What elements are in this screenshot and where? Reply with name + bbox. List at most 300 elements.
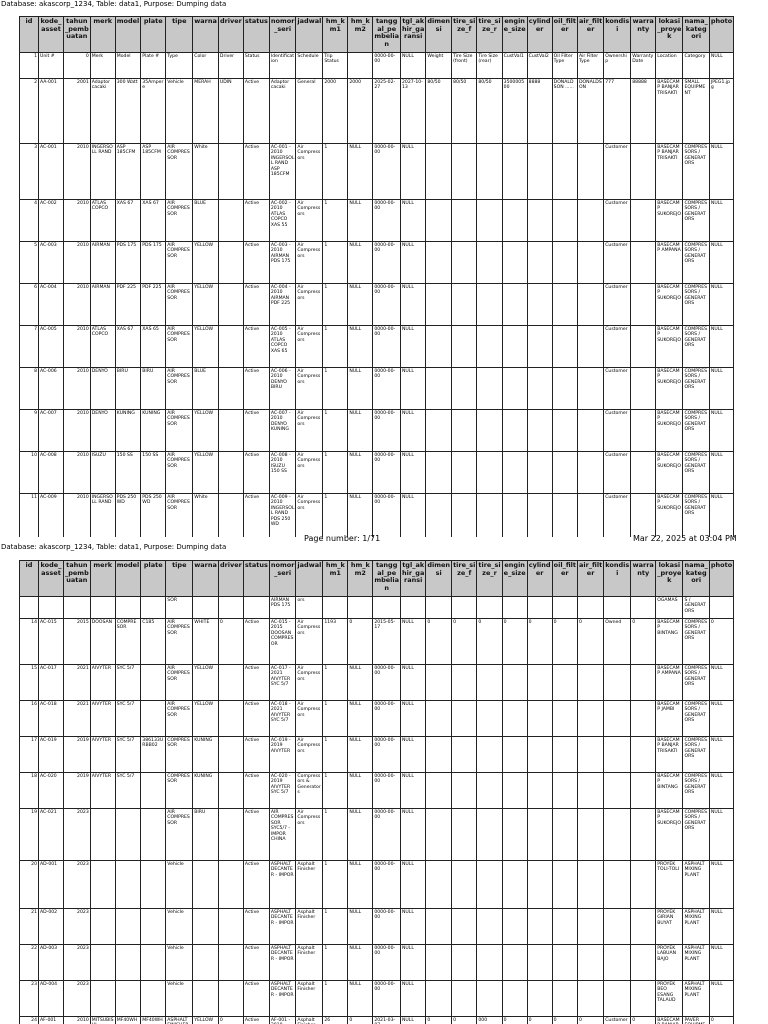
cell-jadwal: Asphalt Finisher xyxy=(296,861,323,909)
cell-photo: NULL xyxy=(709,284,733,326)
cell-id: 15 xyxy=(20,665,39,701)
cell-hm-km2: NULL xyxy=(348,861,373,909)
cell-hm-km2: NULL xyxy=(348,284,373,326)
cell-tire-size-f xyxy=(452,981,477,1017)
cell-lokasi-proyek: PROYEK GIRIAN BUYAT xyxy=(656,909,683,945)
cell-dimensi: 0 xyxy=(426,1017,452,1024)
cell-model xyxy=(115,597,141,619)
cell-lokasi-proyek: Location xyxy=(656,53,683,79)
cell-cylinder xyxy=(527,410,552,452)
cell-hm-km2: 0 xyxy=(348,619,373,665)
cell-tahun-pembuatan: 2015 xyxy=(64,619,91,665)
cell-oil-filter xyxy=(552,909,577,945)
cell-kondisi xyxy=(604,945,631,981)
table-viewport xyxy=(0,560,768,1024)
cell-tire-size-r: 000 xyxy=(477,1017,502,1024)
cell-dimensi xyxy=(426,410,452,452)
cell-hm-km2: NULL xyxy=(348,326,373,368)
cell-hm-km1: 1 xyxy=(323,368,348,410)
cell-jadwal: Air Compressors xyxy=(296,410,323,452)
cell-dimensi: 80/50 xyxy=(426,79,452,144)
cell-tanggal-pembelian: 0000-00-00 xyxy=(373,494,401,538)
cell-status: Active xyxy=(243,809,269,861)
cell-tgl-akhir-garansi: NULL xyxy=(401,53,426,79)
cell-dimensi xyxy=(426,773,452,809)
cell-tahun-pembuatan: 2023 xyxy=(64,981,91,1017)
cell-warna: BLUE xyxy=(193,200,219,242)
cell-hm-km2: NULL xyxy=(348,494,373,538)
cell-tahun-pembuatan: 2010 xyxy=(64,242,91,284)
cell-tgl-akhir-garansi: NULL xyxy=(401,701,426,737)
cell-merk: INGERSOLL RAND xyxy=(90,494,115,538)
cell-warranty xyxy=(631,452,656,494)
cell-oil-filter xyxy=(552,945,577,981)
cell-hm-km1: 1 xyxy=(323,200,348,242)
cell-warranty xyxy=(631,981,656,1017)
cell-tire-size-r xyxy=(477,368,502,410)
cell-nama-kategori: ASPHALT MIXING PLANT xyxy=(683,981,709,1017)
cell-tahun-pembuatan: 0 xyxy=(64,53,91,79)
cell-tanggal-pembelian: 0000-00-00 xyxy=(373,200,401,242)
column-header-lokasi-proyek: lokasi _proye k xyxy=(656,561,683,597)
cell-dimensi xyxy=(426,452,452,494)
cell-driver xyxy=(218,410,243,452)
table-row xyxy=(20,410,734,452)
cell-id: 8 xyxy=(20,368,39,410)
cell-nomor-seri: ASPHALT DECANTER - IMPOR xyxy=(269,945,296,981)
cell-merk xyxy=(90,809,115,861)
cell-nama-kategori: COMPRESSORS / GENERATORS xyxy=(683,619,709,665)
column-header-hm-km1: hm_k m1 xyxy=(323,17,348,53)
cell-kode-asset: AC-005 xyxy=(39,326,64,368)
cell-id xyxy=(20,597,39,619)
cell-merk: DOOSAN xyxy=(90,619,115,665)
cell-photo: JPEG1.jpg xyxy=(709,79,733,144)
cell-air-filter: DONALDSON xyxy=(577,79,603,144)
cell-oil-filter xyxy=(552,326,577,368)
cell-photo: NULL xyxy=(709,909,733,945)
cell-tgl-akhir-garansi: NULL xyxy=(401,200,426,242)
cell-tgl-akhir-garansi: NULL xyxy=(401,368,426,410)
cell-model: 300 Watt xyxy=(115,79,141,144)
cell-id: 17 xyxy=(20,737,39,773)
cell-lokasi-proyek: BASECAMP AMPANA xyxy=(656,665,683,701)
cell-photo: NULL xyxy=(709,981,733,1017)
cell-engine-size xyxy=(502,284,527,326)
cell-id: 18 xyxy=(20,773,39,809)
cell-nama-kategori: COMPRESSORS / GENERATORS xyxy=(683,326,709,368)
cell-engine-size: 350000500 xyxy=(502,79,527,144)
cell-air-filter xyxy=(577,242,603,284)
cell-tanggal-pembelian: 0000-00-00 xyxy=(373,809,401,861)
column-header-nama-kategori: nama_ kateg ori xyxy=(683,17,709,53)
cell-tgl-akhir-garansi: NULL xyxy=(401,909,426,945)
cell-nama-kategori: COMPRESSORS / GENERATORS xyxy=(683,242,709,284)
cell-tire-size-f: 0 xyxy=(452,1017,477,1024)
column-header-kode-asset: kode_ asset xyxy=(39,17,64,53)
cell-warranty: 0 xyxy=(631,619,656,665)
page-number: Page number: 1/71 xyxy=(304,534,381,543)
cell-air-filter: 0 xyxy=(577,1017,603,1024)
cell-tire-size-r: Tire Size (rear) xyxy=(477,53,502,79)
column-header-id: id xyxy=(20,17,39,53)
cell-kode-asset: AC-004 xyxy=(39,284,64,326)
cell-tipe: Vehicle xyxy=(166,861,193,909)
cell-merk: DENYO xyxy=(90,368,115,410)
cell-lokasi-proyek: BASECAMP BINTANG xyxy=(656,619,683,665)
cell-tgl-akhir-garansi: NULL xyxy=(401,981,426,1017)
cell-kode-asset: AF-001 xyxy=(39,1017,64,1024)
cell-cylinder xyxy=(527,597,552,619)
cell-kondisi: Customer xyxy=(604,452,631,494)
column-header-oil-filter: oil_filt er xyxy=(552,561,577,597)
cell-tgl-akhir-garansi: NULL xyxy=(401,1017,426,1024)
cell-engine-size xyxy=(502,200,527,242)
cell-driver xyxy=(218,242,243,284)
cell-hm-km1: 1 xyxy=(323,861,348,909)
cell-tanggal-pembelian: 0000-00-00 xyxy=(373,452,401,494)
cell-kode-asset: AC-009 xyxy=(39,494,64,538)
cell-engine-size xyxy=(502,494,527,538)
cell-tire-size-f xyxy=(452,494,477,538)
cell-air-filter xyxy=(577,945,603,981)
cell-merk: AIVYTER xyxy=(90,737,115,773)
cell-nomor-seri: AC-008 - 2010 ISUZU 150 SS xyxy=(269,452,296,494)
column-header-nama-kategori: nama_ kateg ori xyxy=(683,561,709,597)
cell-warranty xyxy=(631,368,656,410)
cell-cylinder: 8888 xyxy=(527,79,552,144)
cell-tire-size-r: 0 xyxy=(477,619,502,665)
page-header: Database: akascorp_1234, Table: data1, Purpose: Dumping data xyxy=(1,543,227,551)
column-header-warranty: warra nty xyxy=(631,561,656,597)
cell-hm-km2: NULL xyxy=(348,773,373,809)
table-row xyxy=(20,452,734,494)
cell-dimensi: Weight xyxy=(426,53,452,79)
cell-engine-size xyxy=(502,981,527,1017)
cell-kondisi xyxy=(604,773,631,809)
cell-merk: Merk xyxy=(90,53,115,79)
cell-engine-size xyxy=(502,945,527,981)
cell-kode-asset: AC-017 xyxy=(39,665,64,701)
cell-tire-size-f: 80/50 xyxy=(452,79,477,144)
cell-cylinder: 0 xyxy=(527,619,552,665)
cell-lokasi-proyek: BASECAMP BANJAR TRISAKTI xyxy=(656,144,683,200)
cell-driver xyxy=(218,597,243,619)
cell-plate: XAS 67 xyxy=(141,200,166,242)
cell-engine-size xyxy=(502,701,527,737)
cell-tire-size-f: 0 xyxy=(452,619,477,665)
cell-air-filter xyxy=(577,326,603,368)
cell-hm-km1: 1 xyxy=(323,326,348,368)
cell-merk xyxy=(90,981,115,1017)
cell-warranty xyxy=(631,200,656,242)
cell-hm-km1 xyxy=(323,597,348,619)
cell-tgl-akhir-garansi: NULL xyxy=(401,326,426,368)
cell-nomor-seri: Identification xyxy=(269,53,296,79)
cell-jadwal: Asphalt xyxy=(296,1017,323,1024)
cell-tanggal-pembelian: 0000-00-00 xyxy=(373,144,401,200)
cell-air-filter xyxy=(577,665,603,701)
cell-hm-km2: NULL xyxy=(348,242,373,284)
cell-nomor-seri: AC-002 - 2010 ATLAS COPCO XAS 55 xyxy=(269,200,296,242)
cell-warna: YELLOW xyxy=(193,410,219,452)
cell-kondisi xyxy=(604,737,631,773)
cell-oil-filter xyxy=(552,597,577,619)
cell-warna: YELLOW xyxy=(193,284,219,326)
cell-dimensi xyxy=(426,945,452,981)
cell-tire-size-f xyxy=(452,144,477,200)
cell-tire-size-f xyxy=(452,452,477,494)
cell-nomor-seri: AC-019 - 2019 AIVYTER xyxy=(269,737,296,773)
cell-id: 23 xyxy=(20,981,39,1017)
cell-hm-km1: 26 xyxy=(323,1017,348,1024)
cell-status: Active xyxy=(243,368,269,410)
cell-kode-asset: AC-020 xyxy=(39,773,64,809)
cell-jadwal: Asphalt Finisher xyxy=(296,981,323,1017)
cell-nama-kategori: COMPRESSORS / GENERATORS xyxy=(683,200,709,242)
cell-tire-size-r xyxy=(477,326,502,368)
cell-tgl-akhir-garansi: NULL xyxy=(401,284,426,326)
cell-photo: NULL xyxy=(709,53,733,79)
cell-cylinder xyxy=(527,284,552,326)
cell-jadwal: Schedule xyxy=(296,53,323,79)
cell-plate: MF40WH xyxy=(141,1017,166,1024)
cell-nama-kategori: COMPRESSORS / GENERATORS xyxy=(683,809,709,861)
cell-tipe: AIR COMPRESSOR xyxy=(166,200,193,242)
cell-nomor-seri: ASPHALT DECANTER - IMPOR xyxy=(269,909,296,945)
cell-nomor-seri: AC-003 - 2010 AIRMAN PDS 175 xyxy=(269,242,296,284)
cell-status: Active xyxy=(243,79,269,144)
column-header-photo: photo xyxy=(709,561,733,597)
cell-dimensi xyxy=(426,909,452,945)
cell-kondisi xyxy=(604,665,631,701)
cell-dimensi xyxy=(426,701,452,737)
cell-kode-asset: AD-004 xyxy=(39,981,64,1017)
cell-nama-kategori: COMPRESSORS / GENERATORS xyxy=(683,773,709,809)
column-header-nomor-seri: nomor _seri xyxy=(269,561,296,597)
cell-engine-size xyxy=(502,597,527,619)
cell-photo: NULL xyxy=(709,410,733,452)
cell-status: Active xyxy=(243,144,269,200)
cell-model: 150 SS xyxy=(115,452,141,494)
cell-warranty xyxy=(631,144,656,200)
cell-tipe: AIR COMPRESSOR xyxy=(166,809,193,861)
cell-tipe: COMPRESSOR xyxy=(166,773,193,809)
cell-id: 24 xyxy=(20,1017,39,1024)
cell-warna: Color xyxy=(193,53,219,79)
cell-hm-km1: 1 xyxy=(323,773,348,809)
cell-hm-km1: 1 xyxy=(323,284,348,326)
cell-kondisi: Customer xyxy=(604,144,631,200)
cell-driver xyxy=(218,909,243,945)
cell-tire-size-f xyxy=(452,909,477,945)
cell-tire-size-r xyxy=(477,410,502,452)
cell-driver xyxy=(218,144,243,200)
cell-warranty xyxy=(631,242,656,284)
cell-lokasi-proyek: BASECAMP BINTANG xyxy=(656,773,683,809)
cell-status: Active xyxy=(243,200,269,242)
cell-tanggal-pembelian: 0000-00-00 xyxy=(373,53,401,79)
cell-tanggal-pembelian: 2015-05-17 xyxy=(373,619,401,665)
cell-warna: White xyxy=(193,494,219,538)
cell-cylinder xyxy=(527,945,552,981)
cell-tahun-pembuatan xyxy=(64,597,91,619)
cell-tanggal-pembelian: 0000-00-00 xyxy=(373,737,401,773)
cell-engine-size xyxy=(502,809,527,861)
cell-tgl-akhir-garansi xyxy=(401,597,426,619)
column-header-hm-km2: hm_k m2 xyxy=(348,561,373,597)
table-row xyxy=(20,909,734,945)
cell-tahun-pembuatan: 2019 xyxy=(64,773,91,809)
cell-plate xyxy=(141,945,166,981)
cell-oil-filter: 0 xyxy=(552,1017,577,1024)
cell-tgl-akhir-garansi: NULL xyxy=(401,494,426,538)
cell-jadwal: Air Compressors xyxy=(296,144,323,200)
cell-nomor-seri: AC-007 - 2010 DENYO KUNING xyxy=(269,410,296,452)
cell-model: Model xyxy=(115,53,141,79)
cell-engine-size xyxy=(502,737,527,773)
cell-merk: Adaptor cacaki xyxy=(90,79,115,144)
cell-nama-kategori: ASPHALT MIXING PLANT xyxy=(683,861,709,909)
column-header-hm-km2: hm_k m2 xyxy=(348,17,373,53)
cell-cylinder xyxy=(527,665,552,701)
cell-tipe: Type xyxy=(166,53,193,79)
cell-kondisi: Owned xyxy=(604,619,631,665)
column-header-lokasi-proyek: lokasi _proye k xyxy=(656,17,683,53)
cell-nama-kategori: Category xyxy=(683,53,709,79)
cell-kondisi xyxy=(604,701,631,737)
cell-hm-km2: NULL xyxy=(348,809,373,861)
cell-tipe: SOR xyxy=(166,597,193,619)
cell-hm-km1: 1 xyxy=(323,410,348,452)
column-header-driver: driver xyxy=(218,17,243,53)
cell-cylinder xyxy=(527,809,552,861)
cell-merk: INGERSOLL RAND xyxy=(90,144,115,200)
page-header: Database: akascorp_1234, Table: data1, Purpose: Dumping data xyxy=(1,0,227,8)
column-header-kondisi: kondis i xyxy=(604,17,631,53)
cell-model: PDS 175 xyxy=(115,242,141,284)
cell-lokasi-proyek: BASECAMP SUKOREJO xyxy=(656,284,683,326)
cell-tanggal-pembelian: 0000-00-00 xyxy=(373,981,401,1017)
cell-merk: AIVYTER xyxy=(90,773,115,809)
cell-model: SYC 5/7 xyxy=(115,737,141,773)
cell-tire-size-r xyxy=(477,809,502,861)
cell-dimensi xyxy=(426,326,452,368)
cell-plate: BIRU xyxy=(141,368,166,410)
column-header-tire-size-r: tire_si ze_r xyxy=(477,17,502,53)
column-header-cylinder: cylind er xyxy=(527,17,552,53)
cell-hm-km2: NULL xyxy=(348,945,373,981)
cell-air-filter xyxy=(577,452,603,494)
cell-cylinder xyxy=(527,368,552,410)
cell-engine-size xyxy=(502,665,527,701)
cell-engine-size xyxy=(502,368,527,410)
column-header-jadwal: jadwal xyxy=(296,561,323,597)
cell-tgl-akhir-garansi: NULL xyxy=(401,144,426,200)
cell-air-filter xyxy=(577,200,603,242)
column-header-air-filter: air_filt er xyxy=(577,17,603,53)
cell-kode-asset: AC-007 xyxy=(39,410,64,452)
column-header-dimensi: dimen si xyxy=(426,17,452,53)
cell-lokasi-proyek: BASECAMP SUKOREJO xyxy=(656,326,683,368)
cell-nomor-seri: AC-006 - 2010 DENYO BIRU xyxy=(269,368,296,410)
cell-nama-kategori: COMPRESSORS / GENERATORS xyxy=(683,144,709,200)
cell-nomor-seri: AIRMAN PDS 175 xyxy=(269,597,296,619)
cell-plate: 35Ampere xyxy=(141,79,166,144)
cell-photo: NULL xyxy=(709,701,733,737)
cell-dimensi xyxy=(426,665,452,701)
cell-air-filter xyxy=(577,144,603,200)
cell-hm-km2: NULL xyxy=(348,144,373,200)
cell-warranty xyxy=(631,773,656,809)
cell-dimensi xyxy=(426,737,452,773)
cell-air-filter xyxy=(577,701,603,737)
cell-id: 4 xyxy=(20,200,39,242)
cell-model: XAS 67 xyxy=(115,200,141,242)
cell-photo: NULL xyxy=(709,144,733,200)
cell-status: Active xyxy=(243,1017,269,1024)
cell-id: 20 xyxy=(20,861,39,909)
cell-hm-km2: NULL xyxy=(348,737,373,773)
cell-warna: YELLOW xyxy=(193,326,219,368)
cell-model: PDS 250 WD xyxy=(115,494,141,538)
cell-warranty xyxy=(631,809,656,861)
cell-lokasi-proyek: BASECAMP SUKOREJO xyxy=(656,494,683,538)
cell-cylinder xyxy=(527,981,552,1017)
cell-dimensi xyxy=(426,597,452,619)
cell-driver xyxy=(218,284,243,326)
cell-status: Active xyxy=(243,326,269,368)
cell-hm-km2 xyxy=(348,597,373,619)
cell-plate: PDS 175 xyxy=(141,242,166,284)
cell-kode-asset: Unit # xyxy=(39,53,64,79)
cell-hm-km2: NULL xyxy=(348,452,373,494)
cell-engine-size xyxy=(502,909,527,945)
cell-hm-km1: Trip Status xyxy=(323,53,348,79)
cell-tire-size-f xyxy=(452,410,477,452)
cell-kondisi: Customer xyxy=(604,284,631,326)
cell-cylinder xyxy=(527,242,552,284)
cell-status: Active xyxy=(243,981,269,1017)
cell-kondisi: Customer xyxy=(604,410,631,452)
cell-nama-kategori: COMPRESSORS / GENERATORS xyxy=(683,284,709,326)
cell-tipe: COMPRESSOR xyxy=(166,737,193,773)
cell-cylinder: CustVal2 xyxy=(527,53,552,79)
column-header-tanggal-pembelian: tangg al_pe mbelia n xyxy=(373,561,401,597)
cell-warna: YELLOW xyxy=(193,665,219,701)
cell-air-filter xyxy=(577,410,603,452)
cell-tanggal-pembelian: 2021-03- xyxy=(373,1017,401,1024)
cell-oil-filter xyxy=(552,737,577,773)
cell-plate: XAS 65 xyxy=(141,326,166,368)
cell-photo: NULL xyxy=(709,945,733,981)
column-header-status: status xyxy=(243,17,269,53)
cell-plate: PDS 250 WD xyxy=(141,494,166,538)
cell-warna xyxy=(193,945,219,981)
cell-dimensi: 0 xyxy=(426,619,452,665)
cell-plate xyxy=(141,909,166,945)
cell-model: PDF 225 xyxy=(115,284,141,326)
cell-warna: KUNING xyxy=(193,773,219,809)
column-header-tahun-pembuatan: tahun _pemb uatan xyxy=(64,561,91,597)
cell-kondisi xyxy=(604,809,631,861)
cell-photo: NULL xyxy=(709,242,733,284)
cell-id: 11 xyxy=(20,494,39,538)
cell-tipe: AIR COMPRESSOR xyxy=(166,619,193,665)
cell-dimensi xyxy=(426,200,452,242)
cell-warna: KUNING xyxy=(193,737,219,773)
cell-photo: NULL xyxy=(709,665,733,701)
